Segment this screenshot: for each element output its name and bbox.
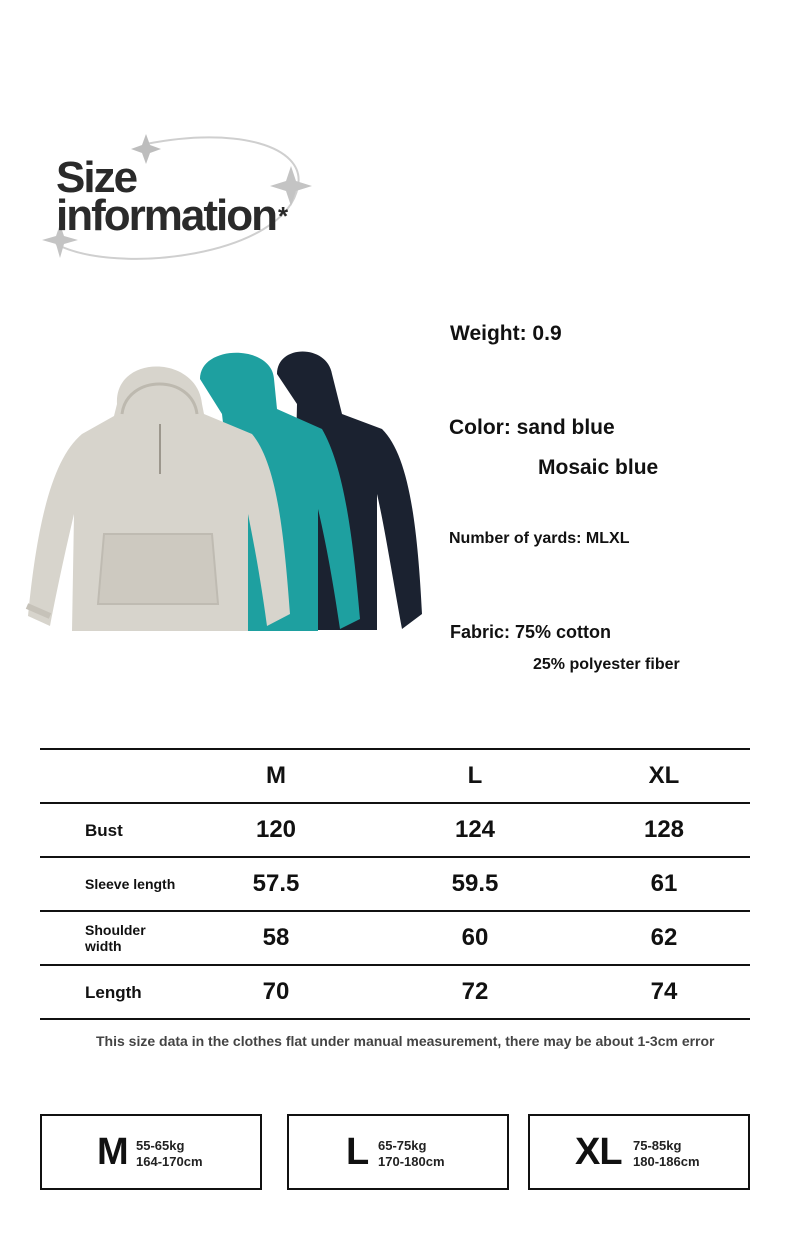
logo-title-word: information <box>56 191 276 240</box>
table-row <box>40 856 750 910</box>
row-label-shoulder-width <box>85 912 146 964</box>
table-header-row <box>40 748 750 802</box>
table-cell: 62 <box>650 924 678 951</box>
yards-spec: Number of yards: MLXL <box>449 530 630 547</box>
table-row <box>40 964 750 1020</box>
size-guide-info <box>378 1138 445 1170</box>
table-cell: 58 <box>262 924 290 951</box>
table-cell: 128 <box>643 816 685 843</box>
size-table <box>40 748 750 1020</box>
table-cell: 70 <box>262 978 290 1005</box>
table-cell: 124 <box>454 816 496 843</box>
table-cell: 120 <box>255 816 297 843</box>
row-label-line2: width <box>85 938 122 954</box>
header-size-m: M <box>266 762 286 789</box>
size-guide-height: 164-170cm <box>136 1154 203 1169</box>
row-label-bust: Bust <box>85 820 123 840</box>
row-label-length: Length <box>85 982 142 1002</box>
table-cell: 57.5 <box>252 870 300 897</box>
size-guide-label: XL <box>575 1130 622 1173</box>
size-guide-info <box>136 1138 203 1170</box>
row-label-sleeve-length: Sleeve length <box>85 876 176 892</box>
table-row <box>40 802 750 856</box>
table-row <box>40 910 750 964</box>
hoodies-image <box>22 344 432 636</box>
size-guide-height: 170-180cm <box>378 1154 445 1169</box>
size-guide-weight: 75-85kg <box>633 1138 682 1153</box>
table-cell: 61 <box>650 870 678 897</box>
logo-asterisk: * <box>277 201 289 231</box>
fabric-spec: Fabric: 75% cotton <box>450 622 612 642</box>
header-size-l: L <box>467 762 483 789</box>
table-cell: 59.5 <box>451 870 499 897</box>
size-guide-info <box>633 1138 700 1170</box>
weight-spec: Weight: 0.9 <box>450 322 562 345</box>
size-guide-m <box>40 1114 262 1190</box>
table-cell: 60 <box>461 924 489 951</box>
size-guide-xl <box>528 1114 750 1190</box>
size-guide-weight: 55-65kg <box>136 1138 185 1153</box>
header-size-xl: XL <box>648 762 680 789</box>
size-guide-l <box>287 1114 509 1190</box>
measurement-note: This size data in the clothes flat under manual measurement, there may be about 1-3cm error <box>96 1033 715 1049</box>
logo-title-line2 <box>56 191 289 240</box>
size-guide-height: 180-186cm <box>633 1154 700 1169</box>
size-guide-label: M <box>97 1130 128 1173</box>
size-guide-label: L <box>346 1130 369 1173</box>
fabric-spec-second: 25% polyester fiber <box>533 656 680 673</box>
color-spec: Color: sand blue <box>449 416 615 439</box>
size-guide-weight: 65-75kg <box>378 1138 427 1153</box>
table-cell: 72 <box>461 978 489 1005</box>
size-information-logo <box>36 126 336 266</box>
table-cell: 74 <box>650 978 678 1005</box>
row-label-line1: Shoulder <box>85 922 146 938</box>
color-spec-second: Mosaic blue <box>538 456 659 479</box>
logo-title-line1: Size <box>56 153 137 202</box>
product-photo <box>22 344 432 636</box>
